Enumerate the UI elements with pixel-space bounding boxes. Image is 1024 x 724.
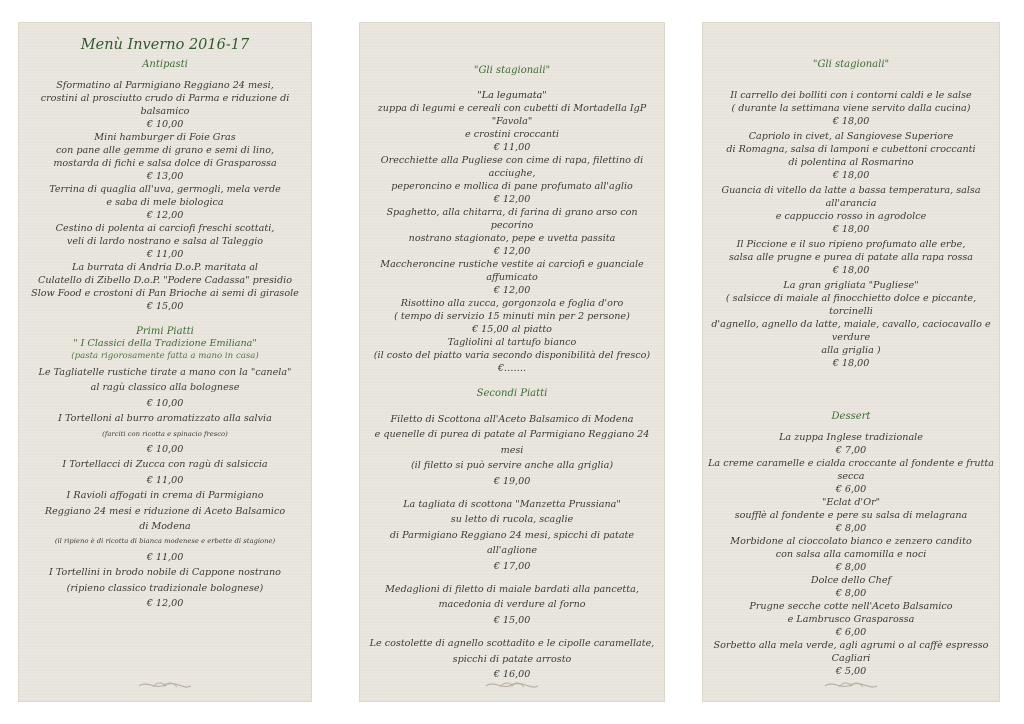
dish-price: € 19,00 [493,475,531,487]
menu-item [367,412,657,489]
dish-price: € 10,00 [146,397,184,409]
dish-description: e cappuccio rosso in agrodolce [775,211,927,222]
dish-description: La creme caramelle e cialda croccante al fondente e frutta secca [708,458,994,482]
menu-item [367,497,657,574]
menu-item [367,154,657,206]
stagionali-title-middle: "Gli stagionali" [473,65,551,76]
menu-item [708,496,994,535]
dish-description: Orecchiette alla Pugliese con cime di rapa, filettino di acciughe, [380,155,644,179]
dish-description: Mini hamburger di Foie Gras [94,132,236,143]
dish-description: Culatello di Zibello D.o.P. "Podere Cadassa" presidio [38,275,292,286]
dish-description: di Modena [139,521,191,533]
menu-item [708,600,994,639]
primi-title: Primi Piatti [136,326,194,337]
menu-item [367,297,657,336]
menu-item [367,258,657,297]
dish-price: € 12,00 [493,246,531,257]
dish-description: e quenelle di purea di patate al Parmigiano Reggiano 24 mesi [374,429,650,456]
dish-price: € 16,00 [493,669,531,681]
dish-description: Cestino di polenta ai carciofi freschi scottati, [55,223,275,234]
dish-description: con salsa alla camomilla e noci [775,549,927,560]
menu-item [367,336,657,375]
dish-price: € 18,00 [832,116,870,127]
dish-price: € 5,00 [835,666,867,677]
dish-description: crostini al prosciutto crudo di Parma e riduzione di balsamico [40,93,290,117]
menu-title: Menù Inverno 2016-17 [80,37,250,53]
primi-subtitle: " I Classici della Tradizione Emiliana" [73,338,257,349]
dish-description: nostrano stagionato, pepe e uvetta passita [408,233,616,244]
dish-description: Spaghetto, alla chitarra, di farina di grano arso con pecorino [386,207,638,231]
dish-description: e crostini croccanti [465,129,559,140]
menu-item [708,431,994,457]
dish-description: La gran grigliata "Pugliese" [783,280,919,291]
dish-price: € 15,00 [493,614,531,626]
dish-price: € 15,00 [146,301,184,312]
dish-description: peperoncino e mollica di pane profumato all'aglio [391,181,633,192]
dish-description: Sformatino al Parmigiano Reggiano 24 mesi, [56,80,274,91]
dessert-list [708,431,994,678]
dish-description: I Tortelloni al burro aromatizzato alla salvia [58,413,272,425]
dish-price: € 8,00 [835,562,867,573]
menu-item [26,411,304,457]
dish-description: Il Piccione e il suo ripieno profumato alle erbe, [736,239,966,250]
dish-price: € 12,00 [493,194,531,205]
dish-description: Slow Food e crostoni di Pan Brioche ai semi di girasole [31,288,299,299]
dish-description: soufflè al fondente e pere su salsa di melagrana [734,510,968,521]
dish-price: € 11,00 [146,249,184,260]
primi-note: (pasta rigorosamente fatta a mano in casa) [71,351,259,361]
flourish-ornament-icon [821,678,881,692]
menu-panel-right [702,22,1000,702]
menu-item [708,184,994,236]
dish-description: La zuppa Inglese tradizionale [779,432,923,443]
flourish-ornament-icon [135,678,195,692]
dish-title: "La legumata" [477,90,547,101]
dish-description: Maccheroncine rustiche vestite ai carciofi e guanciale affumicato [380,259,644,283]
dish-description: (il costo del piatto varia secondo disponibilità del fresco) [373,350,651,361]
menu-item [26,457,304,488]
dish-description: Prugne secche cotte nell'Aceto Balsamico [749,601,953,612]
dish-description: mostarda di fichi e salsa dolce di Grasparossa [53,158,277,169]
dish-description: con pane alle gemme di grano e semi di lino, [55,145,275,156]
dish-note: (il ripieno è di ricotta di bianca modenese e erbette di stagione) [54,537,276,546]
dish-description: (il filetto si può servire anche alla griglia) [410,460,614,472]
dish-description: Guancia di vitello da latte a bassa temperatura, salsa all'arancia [721,185,981,209]
dish-description: ( tempo di servizio 15 minuti min per 2 persone) [394,311,630,322]
dish-price: € 7,00 [835,445,867,456]
antipasti-title: Antipasti [142,59,188,70]
dish-price: € 11,00 [146,551,184,563]
menu-item [708,279,994,370]
menu-item [708,238,994,277]
dish-description: Dolce dello Chef [810,575,892,586]
dish-price: € 11,00 [493,142,531,153]
dish-description: (ripieno classico tradizionale bolognese) [66,582,264,594]
dish-description: salsa alle prugne e purea di patate alla rapa rossa [728,252,974,263]
menu-item [26,79,304,131]
dish-price: € 11,00 [146,474,184,486]
dish-description: su letto di rucola, scaglie [450,514,574,526]
dish-description: d'agnello, agnello da latte, maiale, cavallo, caciocavallo e verdure [711,319,991,343]
dish-price: € 18,00 [832,265,870,276]
dish-price: € 18,00 [832,170,870,181]
menu-item [367,89,657,154]
dish-description: macedonia di verdure al forno [438,599,586,611]
dessert-title: Dessert [831,411,871,422]
dish-description: e saba di mele biologica [106,197,224,208]
dish-description: La burrata di Andria D.o.P. maritata al [71,262,259,273]
dish-price: € 13,00 [146,171,184,182]
stagionali-title-right: "Gli stagionali" [812,59,890,70]
menu-item [26,565,304,611]
dish-price: €……. [497,363,527,374]
dish-description: di polentina al Rosmarino [788,157,914,168]
dish-price: € 18,00 [832,358,870,369]
dish-price: € 12,00 [146,598,184,610]
dish-description: Filetto di Scottona all'Aceto Balsamico di Modena [390,414,634,425]
dish-description: zuppa di legumi e cereali con cubetti di Mortadella IgP "Favola" [377,103,647,127]
menu-item [708,574,994,600]
dish-note: (farciti con ricotta e spinacio fresco) [102,429,228,438]
dish-description: Sorbetto alla mela verde, agli agrumi o al caffè espresso Cagliari [713,640,989,664]
dish-description: ( salsicce di maiale al finocchietto dolce e piccante, torcinelli [725,293,977,317]
dish-description: alla griglia ) [821,345,881,356]
dish-description: La tagliata di scottona "Manzetta Prussiana" [403,499,621,511]
dish-description: e Lambrusco Grasparossa [787,614,915,625]
dish-description: Risottino alla zucca, gorgonzola e foglia d'oro [400,298,624,309]
dish-description: Il carrello dei bolliti con i contorni caldi e le salse [730,90,972,101]
flourish-ornament-icon [482,678,542,692]
dish-description: I Ravioli affogati in crema di Parmigiano [66,490,264,502]
dish-price: € 18,00 [832,224,870,235]
menu-item [708,639,994,678]
menu-item [367,582,657,628]
dish-price: € 12,00 [146,210,184,221]
menu-panel-middle [359,22,665,702]
dish-price: € 15,00 al piatto [472,324,552,335]
secondi-title: Secondi Piatti [476,388,548,399]
dish-description: I Tortellini in brodo nobile di Cappone nostrano [49,567,281,579]
stagionali-list-middle [367,89,657,375]
dish-description: Morbidone al cioccolato bianco e zenzero candito [730,536,972,547]
menu-item [26,365,304,411]
primi-list [26,365,304,612]
dish-price: € 6,00 [835,484,867,495]
dish-description: Le costolette di agnello scottadito e le cipolle caramellate, [369,638,655,650]
dish-description: "Eclat d'Or" [821,497,881,508]
menu-item [26,222,304,261]
antipasti-list [26,79,304,313]
dish-price: € 10,00 [146,119,184,130]
dish-price: € 6,00 [835,627,867,638]
dish-description: Medaglioni di filetto di maiale bardati alla pancetta, [385,584,639,596]
menu-item [367,636,657,682]
dish-description: al ragù classico alla bolognese [90,382,240,394]
dish-description: di Romagna, salsa di lamponi e cubettoni croccanti [726,144,976,155]
menu-panel-left [18,22,312,702]
menu-item [26,261,304,313]
dish-description: Tagliolini al tartufo bianco [447,337,577,348]
dish-description: Le Tagliatelle rustiche tirate a mano con la "canela" [38,367,292,378]
menu-item [708,535,994,574]
dish-description: I Tortellacci di Zucca con ragù di salsiccia [62,459,268,471]
menu-item [367,206,657,258]
menu-item [708,457,994,496]
menu-item [708,130,994,182]
dish-price: € 10,00 [146,444,184,456]
menu-item [708,89,994,128]
secondi-list [367,412,657,683]
menu-item [26,131,304,183]
menu-item [26,488,304,565]
dish-price: € 17,00 [493,560,531,572]
dish-price: € 8,00 [835,588,867,599]
dish-description: Reggiano 24 mesi e riduzione di Aceto Balsamico [44,505,286,517]
dish-description: ( durante la settimana viene servito dalla cucina) [731,103,971,114]
dish-price: € 8,00 [835,523,867,534]
dish-description: di Parmigiano Reggiano 24 mesi, spicchi di patate all'aglione [389,529,635,557]
dish-description: Capriolo in civet, al Sangiovese Superiore [748,131,954,142]
dish-description: veli di lardo nostrano e salsa al Taleggio [66,236,264,247]
dish-price: € 12,00 [493,285,531,296]
dish-description: Terrina di quaglia all'uva, germogli, mela verde [49,184,281,195]
dish-description: spicchi di patate arrosto [452,653,572,665]
stagionali-list-right [708,89,994,370]
menu-item [26,183,304,222]
